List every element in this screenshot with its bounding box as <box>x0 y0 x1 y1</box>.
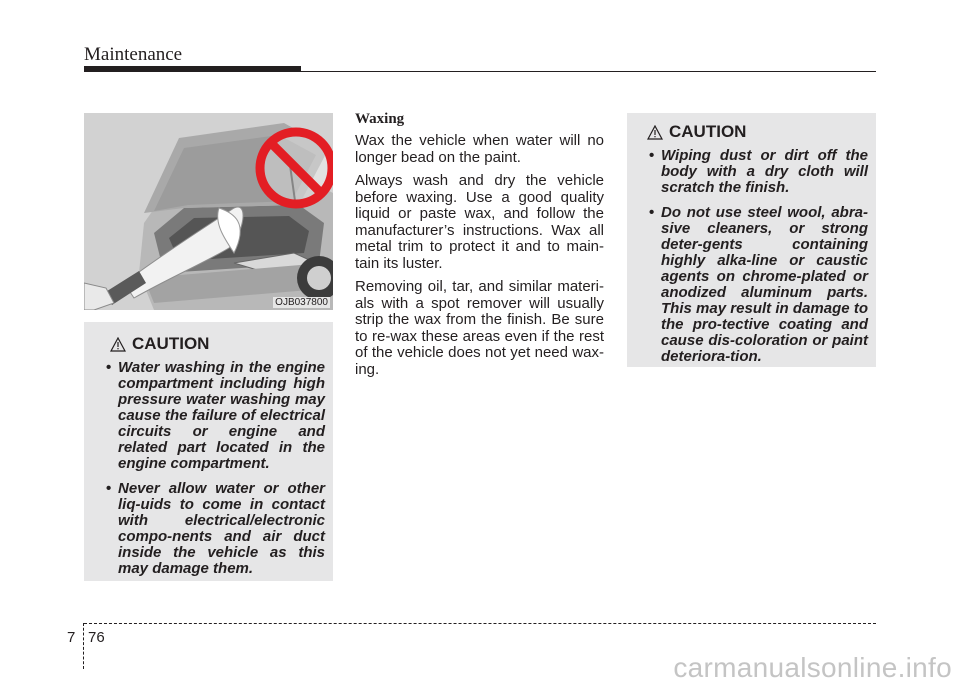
section-heading: Waxing <box>355 111 405 127</box>
engine-wash-illustration <box>84 113 333 310</box>
paragraph: Always wash and dry the vehicle before waxing. Use a good quality liquid or paste wax, and follow the manufacturer’s instructions. Wax all metal trim to protect it and to main-tain its luster. <box>355 172 604 272</box>
caution-item: • Do not use steel wool, abra-sive cleaners, or strong deter-gents containing highly alka-line or caustic agents on chrome-plated or anodized aluminum parts. This may result in damage to the pro-tective coating and cause dis-coloration or paint deteriora-tion. <box>641 205 868 365</box>
chapter-number: 7 <box>67 629 76 646</box>
page-header-title: Maintenance <box>84 44 183 65</box>
caution-box-waxing <box>627 113 876 367</box>
footer-rule <box>84 623 876 624</box>
caution-item: • Never allow water or other liq-uids to come in contact with electrical/electronic compo-nents and air duct inside the vehicle as this may damage them. <box>98 481 325 577</box>
caution-item: • Wiping dust or dirt off the body with a dry cloth will scratch the finish. <box>641 148 868 196</box>
warning-triangle-icon <box>647 125 663 140</box>
caution-title: CAUTION <box>669 122 747 141</box>
figure-code: OJB037800 <box>275 297 328 308</box>
waxing-section <box>355 111 604 385</box>
header-rule <box>84 71 876 72</box>
car-hood-open-image <box>84 113 333 310</box>
warning-triangle-icon <box>110 337 126 352</box>
prohibition-icon <box>260 132 332 204</box>
caution-title: CAUTION <box>132 334 210 353</box>
caution-item: • Water washing in the engine compartment including high pressure water washing may cause the failure of electrical circuits or engine and related part located in the engine compartment. <box>98 360 325 472</box>
paragraph: Removing oil, tar, and similar materi-als with a spot remover will usually strip the wax from the finish. Be sure to re-wax these areas even if the rest of the vehicle does not yet need wax-ing. <box>355 278 604 378</box>
caution-box-engine-washing <box>84 322 333 581</box>
paragraph: Wax the vehicle when water will no longer bead on the paint. <box>355 132 604 166</box>
watermark: carmanualsonline.info <box>673 652 952 683</box>
page-number: 76 <box>88 629 105 646</box>
footer-divider <box>83 623 84 669</box>
